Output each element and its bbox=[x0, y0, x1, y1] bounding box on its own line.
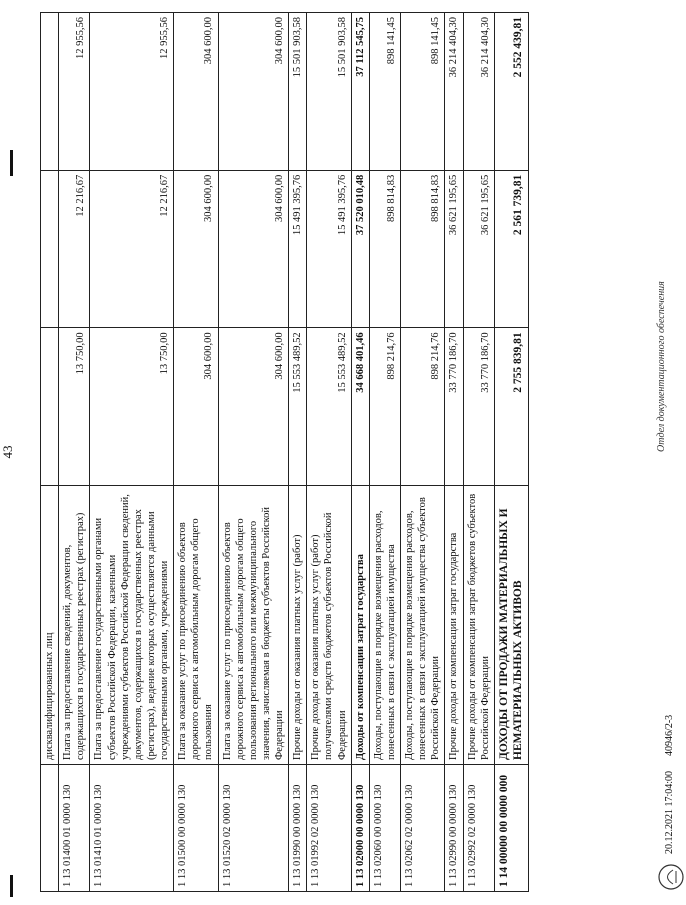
name-cell: ДОХОДЫ ОТ ПРОДАЖИ МАТЕРИАЛЬНЫХ И НЕМАТЕРИАЛЬНЫХ АКТИВОВ bbox=[494, 486, 528, 765]
code-cell: 1 13 02000 00 0000 130 bbox=[351, 765, 369, 892]
table-row bbox=[218, 13, 289, 892]
code-cell: 1 13 02990 00 0000 130 bbox=[445, 765, 463, 892]
value-col1-cell: 15 553 489,52 bbox=[289, 328, 307, 486]
code-cell bbox=[41, 765, 59, 892]
value-col3-cell: 36 214 404,30 bbox=[463, 13, 494, 171]
table-row bbox=[41, 13, 59, 892]
value-col1-cell: 13 750,00 bbox=[59, 328, 90, 486]
value-col2-cell: 304 600,00 bbox=[218, 170, 289, 328]
name-cell: дисквалифицированных лиц bbox=[41, 486, 59, 765]
value-col1-cell: 898 214,76 bbox=[369, 328, 400, 486]
value-col2-cell: 15 491 395,76 bbox=[289, 170, 307, 328]
value-col1-cell bbox=[41, 328, 59, 486]
table-row bbox=[90, 13, 174, 892]
name-cell: Прочие доходы от компенсации затрат государства bbox=[445, 486, 463, 765]
value-col3-cell: 2 552 439,81 bbox=[494, 13, 528, 171]
value-col3-cell: 12 955,56 bbox=[90, 13, 174, 171]
value-col1-cell: 304 600,00 bbox=[174, 328, 218, 486]
revenue-table-body bbox=[41, 13, 529, 892]
name-cell: Доходы от компенсации затрат государства bbox=[351, 486, 369, 765]
value-col3-cell: 304 600,00 bbox=[218, 13, 289, 171]
table-row bbox=[307, 13, 351, 892]
value-col1-cell: 34 668 401,46 bbox=[351, 328, 369, 486]
code-cell: 1 13 01992 02 0000 130 bbox=[307, 765, 351, 892]
code-cell: 1 13 02060 00 0000 130 bbox=[369, 765, 400, 892]
code-cell: 1 13 01400 01 0000 130 bbox=[59, 765, 90, 892]
code-cell: 1 13 02062 02 0000 130 bbox=[401, 765, 445, 892]
code-cell: 1 13 01520 02 0000 130 bbox=[218, 765, 289, 892]
table-row bbox=[351, 13, 369, 892]
value-col2-cell: 304 600,00 bbox=[174, 170, 218, 328]
value-col1-cell: 304 600,00 bbox=[218, 328, 289, 486]
seal-stamp-icon bbox=[656, 862, 686, 892]
table-row bbox=[59, 13, 90, 892]
footer-doc-number: 40946/2-3 bbox=[664, 714, 675, 756]
value-col2-cell: 15 491 395,76 bbox=[307, 170, 351, 328]
value-col3-cell: 12 955,56 bbox=[59, 13, 90, 171]
value-col2-cell bbox=[41, 170, 59, 328]
value-col2-cell: 898 814,83 bbox=[369, 170, 400, 328]
code-cell: 1 13 01410 01 0000 130 bbox=[90, 765, 174, 892]
code-cell: 1 14 00000 00 0000 000 bbox=[494, 765, 528, 892]
value-col3-cell bbox=[41, 13, 59, 171]
page-number: 43 bbox=[0, 445, 15, 459]
value-col3-cell: 36 214 404,30 bbox=[445, 13, 463, 171]
code-cell: 1 13 02992 02 0000 130 bbox=[463, 765, 494, 892]
value-col2-cell: 12 216,67 bbox=[59, 170, 90, 328]
table-row bbox=[445, 13, 463, 892]
name-cell: Плата за предоставление государственными органами субъектов Российской Федерации, казенными учреждениями субъектов Российской Федерации сведений, документов, содержащихся в государственных реестрах (регистрах), ведение которых осуществляется данными государственными органами, учреждениями bbox=[90, 486, 174, 765]
value-col1-cell: 13 750,00 bbox=[90, 328, 174, 486]
value-col1-cell: 15 553 489,52 bbox=[307, 328, 351, 486]
value-col1-cell: 898 214,76 bbox=[401, 328, 445, 486]
table-row bbox=[369, 13, 400, 892]
table-row bbox=[494, 13, 528, 892]
name-cell: Доходы, поступающие в порядке возмещения расходов, понесенных в связи с эксплуатацией имущества bbox=[369, 486, 400, 765]
value-col2-cell: 898 814,83 bbox=[401, 170, 445, 328]
table-row bbox=[463, 13, 494, 892]
table-row bbox=[174, 13, 218, 892]
table-row bbox=[401, 13, 445, 892]
value-col3-cell: 15 501 903,58 bbox=[289, 13, 307, 171]
value-col1-cell: 33 770 186,70 bbox=[463, 328, 494, 486]
value-col3-cell: 37 112 545,75 bbox=[351, 13, 369, 171]
name-cell: Доходы, поступающие в порядке возмещения расходов, понесенных в связи с эксплуатацией имущества субъектов Российской Федерации bbox=[401, 486, 445, 765]
value-col2-cell: 36 621 195,65 bbox=[445, 170, 463, 328]
footer-reference bbox=[664, 715, 675, 854]
value-col2-cell: 12 216,67 bbox=[90, 170, 174, 328]
name-cell: Прочие доходы от оказания платных услуг (работ) получателями средств бюджетов субъектов Российской Федерации bbox=[307, 486, 351, 765]
value-col3-cell: 898 141,45 bbox=[401, 13, 445, 171]
code-cell: 1 13 01500 00 0000 130 bbox=[174, 765, 218, 892]
value-col1-cell: 2 755 839,81 bbox=[494, 328, 528, 486]
name-cell: Плата за оказание услуг по присоединению объектов дорожного сервиса к автомобильным дорогам общего пользования bbox=[174, 486, 218, 765]
value-col2-cell: 37 520 010,48 bbox=[351, 170, 369, 328]
footer-datetime: 20.12.2021 17:04:00 bbox=[664, 770, 675, 854]
name-cell: Плата за оказание услуг по присоединению объектов дорожного сервиса к автомобильным дорогам общего пользования регионального или межмуниципального значения, зачисляемая в бюджеты субъектов Российской Федерации bbox=[218, 486, 289, 765]
value-col3-cell: 15 501 903,58 bbox=[307, 13, 351, 171]
value-col2-cell: 2 561 739,81 bbox=[494, 170, 528, 328]
value-col3-cell: 898 141,45 bbox=[369, 13, 400, 171]
code-cell: 1 13 01990 00 0000 130 bbox=[289, 765, 307, 892]
value-col1-cell: 33 770 186,70 bbox=[445, 328, 463, 486]
name-cell: Прочие доходы от компенсации затрат бюджетов субъектов Российской Федерации bbox=[463, 486, 494, 765]
table-row bbox=[289, 13, 307, 892]
footer-department: Отдел документационного обеспечения bbox=[656, 281, 667, 452]
rotated-document bbox=[0, 12, 675, 892]
revenue-table bbox=[40, 12, 529, 892]
value-col2-cell: 36 621 195,65 bbox=[463, 170, 494, 328]
name-cell: Плата за предоставление сведений, документов, содержащихся в государственных реестрах (регистрах) bbox=[59, 486, 90, 765]
value-col3-cell: 304 600,00 bbox=[174, 13, 218, 171]
name-cell: Прочие доходы от оказания платных услуг (работ) bbox=[289, 486, 307, 765]
